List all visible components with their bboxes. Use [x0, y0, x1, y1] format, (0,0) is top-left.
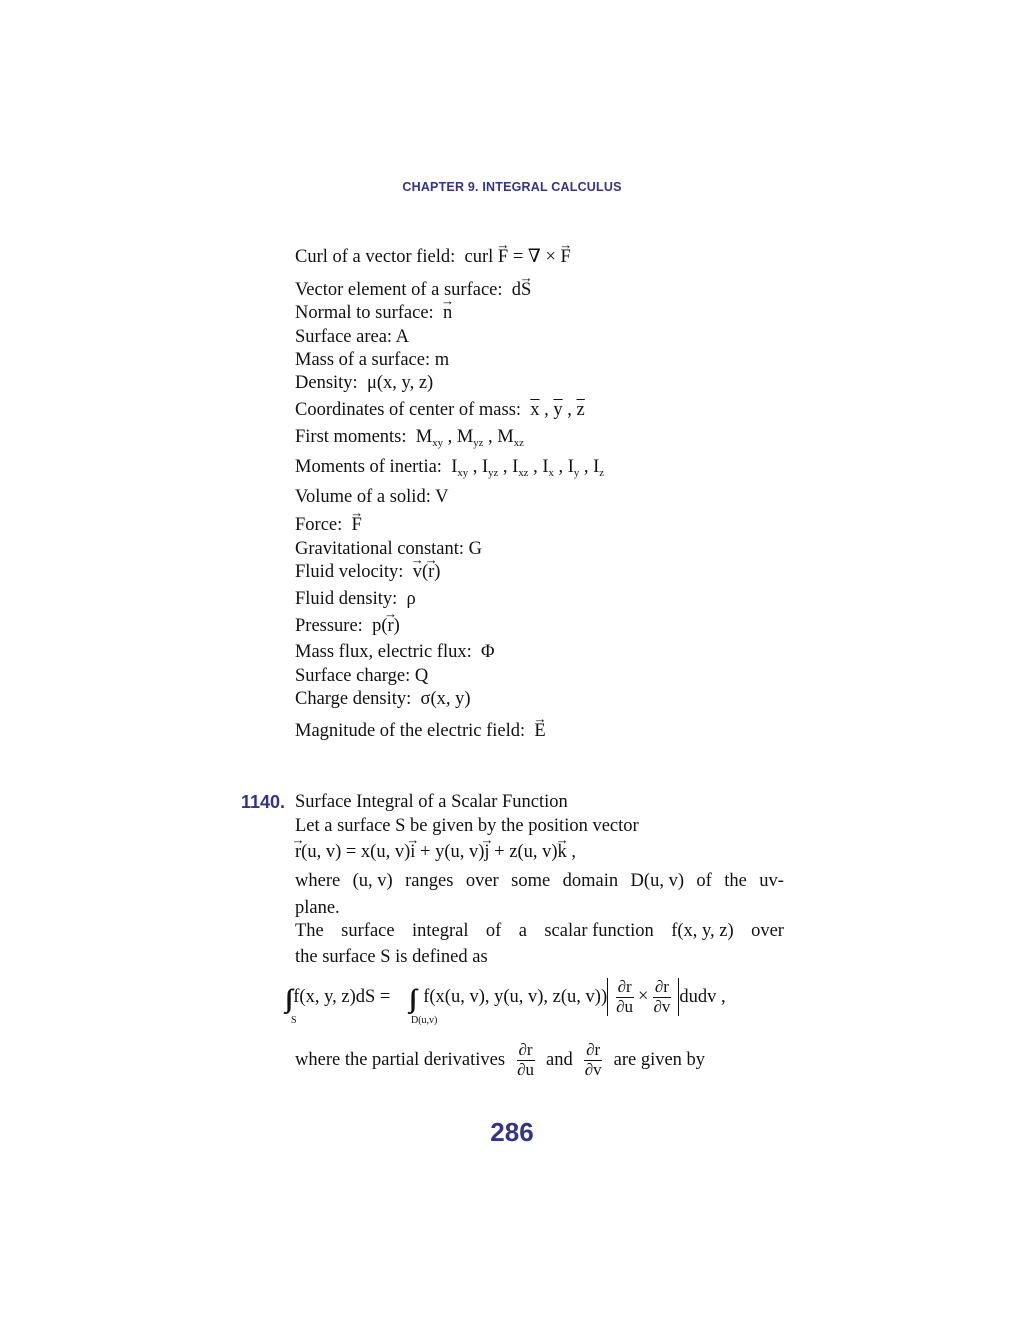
notation-first-moments: First moments: $M_{xy}$ , $M_{yz}$ , $M_{xz}$: [295, 427, 524, 449]
vector-element-expression: d→ S: [512, 280, 532, 300]
notation-center-of-mass: Coordinates of center of mass: $\overline{x}$ , $\overline{y}$ , $\overline{z}$: [295, 400, 585, 420]
force-expression: → F: [352, 516, 362, 535]
notation-surface-area: Surface area: A: [295, 327, 410, 347]
integral-limit-s: S: [291, 1015, 297, 1026]
chapter-header: CHAPTER 9. INTEGRAL CALCULUS: [402, 180, 622, 194]
density-expression: μ(x, y, z): [366, 373, 434, 393]
position-vector-equation: → r(u, v) = x(u, v)→ i + y(u, v)→ j + z(u, v)→ k ,: [295, 843, 576, 862]
electric-field-expression: → E: [534, 722, 545, 741]
surface-integral-formula: ∫∫ f(x, y, z)dS = ∫∫ f(x(u, v), y(u, v), z(u, v)) $\frac{\partial r}{\partial u}$ × $\frac{\partial r}{\partial v}$ dudv , S D(u,v): [285, 977, 726, 1026]
plane-word: plane.: [295, 898, 340, 918]
moments-inertia-expression: $I_{xy}$ , $I_{yz}$ , $I_{xz}$ , $I_x$ , $I_y$ , $I_z$: [451, 457, 605, 479]
notation-mass-surface: Mass of a surface: m: [295, 350, 450, 370]
where-line: where (u, v) ranges over some domain D(u, v) of the uv-: [295, 871, 784, 891]
fluid-density-expression: ρ: [406, 589, 416, 609]
integral-limit-d: D(u,v): [411, 1015, 438, 1026]
notation-fluid-velocity: Fluid velocity: → v(→ r): [295, 563, 440, 582]
surface-integral-line: The surface integral of a scalar function f(x, y, z) over: [295, 921, 784, 941]
cross-product-magnitude: $\frac{\partial r}{\partial u}$ × $\frac{\partial r}{\partial v}$: [607, 978, 679, 1016]
curl-expression: curl → F = ∇ × → F: [465, 247, 571, 267]
defined-as-line: the surface S is defined as: [295, 947, 488, 967]
normal-expression: → n: [443, 304, 452, 323]
notation-surface-charge: Surface charge: Q: [295, 666, 429, 686]
section-intro: Let a surface S be given by the position vector: [295, 816, 639, 836]
notation-mass-flux: Mass flux, electric flux: Φ: [295, 642, 495, 662]
notation-pressure: Pressure: p(→ r): [295, 617, 400, 636]
notation-normal: Normal to surface: → n: [295, 304, 452, 323]
partials-line: where the partial derivatives $\frac{\partial r}{\partial u}$ and $\frac{\partial r}{\partial v}$ are given by: [295, 1039, 706, 1079]
pressure-expression: p(→ r): [372, 616, 400, 636]
page-number: 286: [490, 1117, 534, 1147]
notation-force: Force: → F: [295, 516, 362, 535]
first-moments-expression: $M_{xy}$ , $M_{yz}$ , $M_{xz}$: [415, 427, 524, 449]
charge-density-expression: σ(x, y): [420, 689, 471, 709]
center-of-mass-expression: $\overline{x}$ , $\overline{y}$ , $\overline{z}$: [530, 400, 585, 420]
notation-curl: Curl of a vector field: curl → F = ∇ × → F: [295, 248, 571, 267]
fluid-velocity-expression: → v(→ r): [413, 562, 441, 582]
section-title: Surface Integral of a Scalar Function: [295, 792, 568, 812]
notation-fluid-density: Fluid density: ρ: [295, 589, 416, 609]
notation-moments-inertia: Moments of inertia: $I_{xy}$ , $I_{yz}$ , $I_{xz}$ , $I_x$ , $I_y$ , $I_z$: [295, 457, 605, 479]
notation-volume: Volume of a solid: V: [295, 487, 449, 507]
notation-density: Density: μ(x, y, z): [295, 373, 434, 393]
notation-grav-constant: Gravitational constant: G: [295, 539, 483, 559]
notation-charge-density: Charge density: σ(x, y): [295, 689, 471, 709]
section-number: 1140.: [241, 792, 286, 812]
notation-electric-field: Magnitude of the electric field: → E: [295, 722, 546, 741]
notation-vector-element: Vector element of a surface: d→ S: [295, 281, 531, 300]
mass-flux-expression: Φ: [480, 642, 495, 662]
